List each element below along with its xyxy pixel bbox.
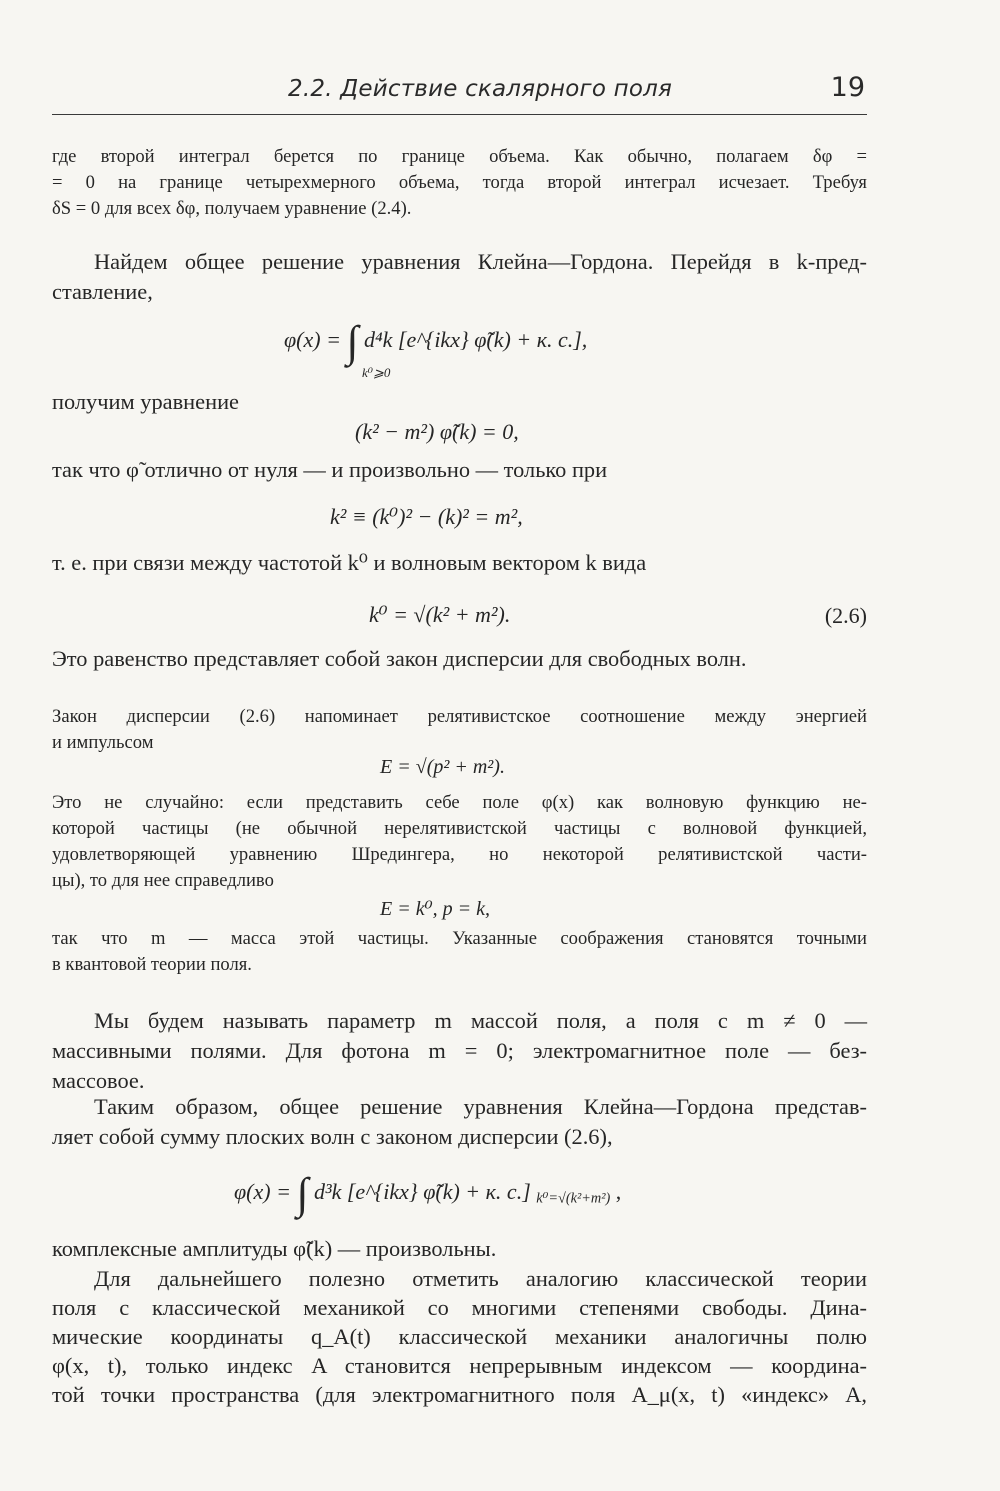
- para5-line2: поля с классической механикой со многими степенями свободы. Дина-: [52, 1295, 867, 1320]
- para1-line2: = 0 на границе четырехмерного объема, тогда второй интеграл исчезает. Требуя: [52, 172, 867, 193]
- para5-line4: φ(x, t), только индекс A становится непрерывным индексом — координа-: [52, 1353, 867, 1378]
- formula-fourier-4d: [284, 316, 587, 367]
- remark-line7: так что m — масса этой частицы. Указанные соображения становятся точными: [52, 928, 867, 949]
- running-header: [52, 74, 867, 115]
- formula-mass-shell: k² ≡ (k⁰)² − (k)² = m²,: [330, 504, 523, 529]
- formula1-limit: k⁰⩾0: [362, 365, 391, 380]
- integral-sign: ∫: [346, 317, 359, 366]
- remark-line5: удовлетворяющей уравнению Шредингера, но некоторой релятивистской части-: [52, 844, 867, 865]
- para2-line2: ставление,: [52, 279, 153, 304]
- formula-fourier-3d: [234, 1168, 621, 1219]
- remark-line6: цы), то для нее справедливо: [52, 870, 274, 891]
- formula-k2-m2: (k² − m²) φ̃(k) = 0,: [355, 419, 519, 444]
- para4-line1: Таким образом, общее решение уравнения Клейна—Гордона представ-: [94, 1094, 867, 1119]
- formula-ek: E = k⁰, p = k,: [380, 898, 490, 920]
- formula5-subscript: k⁰=√(k²+m²): [536, 1190, 611, 1207]
- para5-line1: Для дальнейшего полезно отметить аналогию классической теории: [94, 1266, 867, 1291]
- equation-number: (2.6): [824, 603, 867, 628]
- remark-line3: Это не случайно: если представить себе поле φ(x) как волновую функцию не-: [52, 792, 867, 813]
- para3-line3: массовое.: [52, 1068, 145, 1093]
- remark-line1: Закон дисперсии (2.6) напоминает релятивистское соотношение между энергией: [52, 706, 867, 727]
- remark-line4: которой частицы (не обычной нерелятивистской частицы с волновой функцией,: [52, 818, 867, 839]
- formula5-lhs: φ(x) =: [234, 1179, 291, 1204]
- para5-line5: той точки пространства (для электромагнитного поля A_μ(x, t) «индекс» A,: [52, 1382, 867, 1407]
- formula5-body: d³k [e^{ikx} φ̃(k) + к. с.]: [314, 1179, 531, 1204]
- formula5-trail: ,: [615, 1179, 622, 1204]
- formula1-body: d⁴k [e^{ikx} φ̃(k) + к. с.],: [364, 327, 588, 352]
- formula-energy: E = √(p² + m²).: [380, 756, 505, 778]
- para1-line1: где второй интеграл берется по границе объема. Как обычно, полагаем δφ =: [52, 146, 867, 167]
- section-title: 2.2. Действие скалярного поля: [288, 76, 673, 102]
- formula1-lhs: φ(x) =: [284, 327, 341, 352]
- para3-line1: Мы будем называть параметр m массой поля, а поля с m ≠ 0 —: [94, 1008, 867, 1033]
- para3-line2: массивными полями. Для фотона m = 0; электромагнитное поле — без-: [52, 1038, 867, 1063]
- text-dispersion: Это равенство представляет собой закон дисперсии для свободных волн.: [52, 646, 747, 671]
- para2-line1: Найдем общее решение уравнения Клейна—Гордона. Перейдя в k-пред-: [94, 249, 867, 274]
- para4-line2: ляет собой сумму плоских волн с законом дисперсии (2.6),: [52, 1124, 613, 1149]
- para5-line3: мические координаты q_A(t) классической механики аналогичны полю: [52, 1324, 867, 1349]
- text-get-equation: получим уравнение: [52, 389, 239, 414]
- integral-sign-2: ∫: [296, 1169, 309, 1218]
- text-so: так что φ̃ отлично от нуля — и произвольно — только при: [52, 457, 608, 482]
- remark-line8: в квантовой теории поля.: [52, 954, 252, 975]
- remark-line2: и импульсом: [52, 732, 154, 753]
- text-ie: т. е. при связи между частотой k⁰ и волновым вектором k вида: [52, 550, 647, 575]
- page-number: 19: [830, 72, 865, 103]
- text-amplitudes: комплексные амплитуды φ̃(k) — произвольны.: [52, 1236, 497, 1261]
- para1-line3: δS = 0 для всех δφ, получаем уравнение (2.4).: [52, 198, 412, 219]
- formula-dispersion: k⁰ = √(k² + m²).: [369, 602, 511, 627]
